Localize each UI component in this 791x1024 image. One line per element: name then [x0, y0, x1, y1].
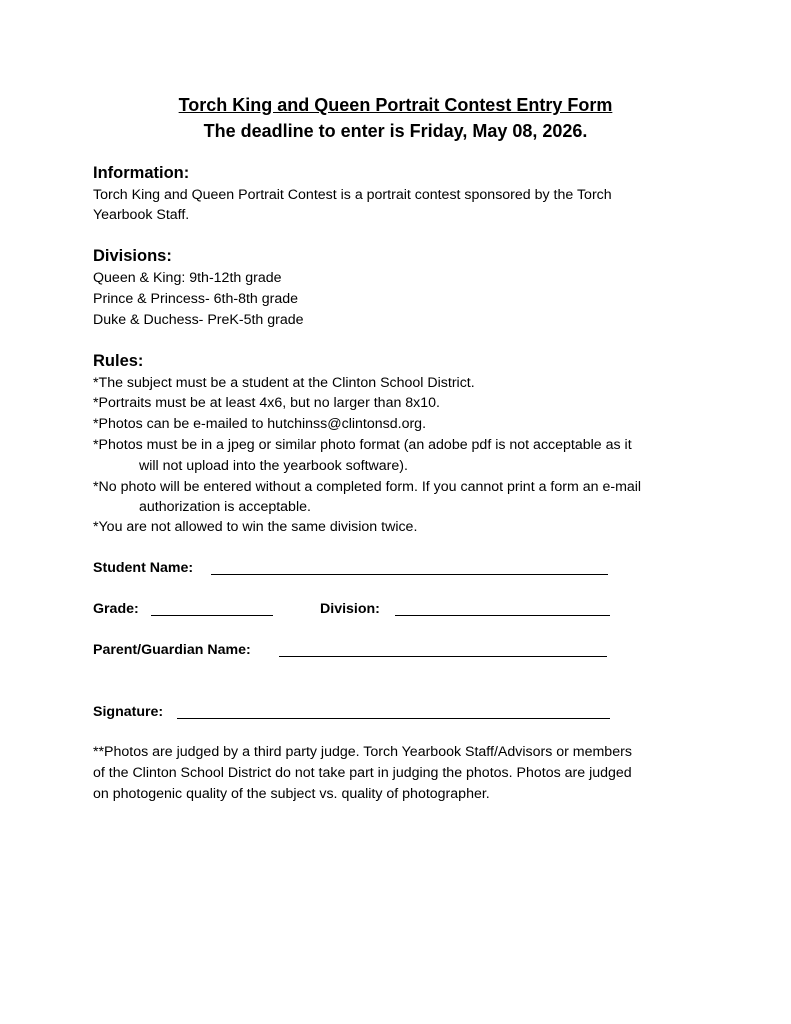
grade-field[interactable] [151, 615, 273, 616]
footnote-line: of the Clinton School District do not take part in judging the photos. Photos are judged [93, 765, 632, 781]
division-field[interactable] [395, 615, 610, 616]
rule-line-continued: authorization is acceptable. [139, 499, 311, 515]
divisions-heading: Divisions: [93, 247, 172, 265]
rule-line: *Photos must be in a jpeg or similar photo format (an adobe pdf is not acceptable as it [93, 437, 632, 453]
parent-guardian-label: Parent/Guardian Name: [93, 642, 251, 658]
information-line: Yearbook Staff. [93, 207, 190, 223]
division-label: Division: [320, 601, 380, 617]
deadline-notice: The deadline to enter is Friday, May 08, 2026. [203, 121, 588, 141]
student-name-field[interactable] [211, 574, 608, 575]
footnote-line: **Photos are judged by a third party judge. Torch Yearbook Staff/Advisors or members [93, 744, 632, 760]
rule-line: *The subject must be a student at the Clinton School District. [93, 375, 475, 391]
information-heading: Information: [93, 164, 190, 182]
division-item: Prince & Princess- 6th-8th grade [93, 291, 299, 307]
rules-heading: Rules: [93, 352, 144, 370]
rule-line: *Photos can be e-mailed to hutchinss@clintonsd.org. [93, 416, 427, 432]
rule-line-continued: will not upload into the yearbook software). [139, 458, 408, 474]
parent-guardian-field[interactable] [279, 656, 607, 657]
signature-label: Signature: [93, 704, 164, 720]
information-line: Torch King and Queen Portrait Contest is a portrait contest sponsored by the Torch [93, 187, 612, 203]
rule-line: *Portraits must be at least 4x6, but no larger than 8x10. [93, 395, 440, 411]
student-name-label: Student Name: [93, 560, 194, 576]
division-item: Queen & King: 9th-12th grade [93, 270, 282, 286]
form-title: Torch King and Queen Portrait Contest Entry Form [178, 95, 613, 115]
division-item: Duke & Duchess- PreK-5th grade [93, 312, 304, 328]
grade-label: Grade: [93, 601, 139, 617]
rule-line: *You are not allowed to win the same division twice. [93, 519, 418, 535]
rule-line: *No photo will be entered without a completed form. If you cannot print a form an e-mail [93, 479, 642, 495]
footnote-line: on photogenic quality of the subject vs. quality of photographer. [93, 786, 490, 802]
signature-field[interactable] [177, 718, 610, 719]
